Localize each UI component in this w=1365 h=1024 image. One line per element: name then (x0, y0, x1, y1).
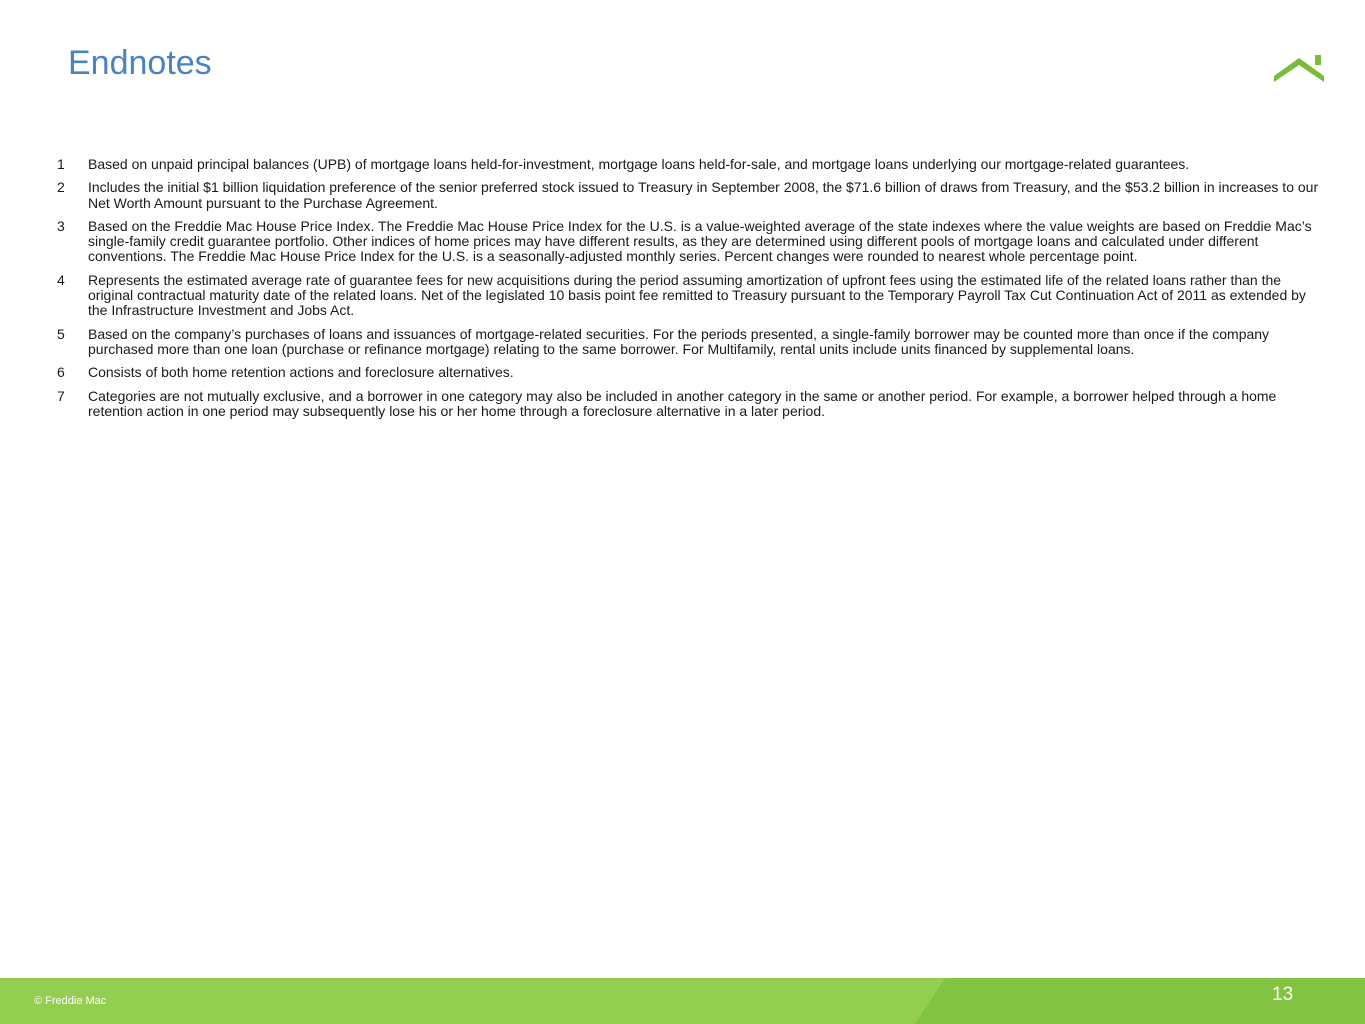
endnote-text: Based on the company’s purchases of loans and issuances of mortgage-related securities. For the periods presented, a single-family borrower may be counted more than once if the company purchased more than one loan (purchase or refinance mortgage) relating to the same borrower. For Multifamily, rental units include units financed by supplemental loans. (88, 325, 1270, 357)
endnote-number: 2 (57, 179, 65, 196)
endnote-number: 6 (57, 364, 65, 381)
footer-bar (0, 978, 1365, 1024)
endnote-text: Based on the Freddie Mac House Price Index. The Freddie Mac House Price Index for the U.S. is a value-weighted average of the state indexes where the value weights are based on Freddie Mac’s single-family credit guarantee portfolio. Other indices of home prices may have different results, as they are determined using different pools of mortgage loans and calculated under different conventions. The Freddie Mac House Price Index for the U.S. is a seasonally-adjusted monthly series. Percent changes were rounded to nearest whole percentage point. (88, 217, 1312, 265)
endnote-number: 4 (57, 271, 65, 288)
endnote-number: 1 (57, 156, 65, 172)
endnote-item (57, 389, 1327, 420)
endnote-text: Categories are not mutually exclusive, and a borrower in one category may also be included in another category in the same or another period. For example, a borrower helped through a home retention action in one period may subsequently lose his or her home through a foreclosure alternative in a later period. (88, 387, 1277, 419)
endnote-text: Represents the estimated average rate of guarantee fees for new acquisitions during the period assuming amortization of upfront fees using the estimated life of the related loans rather than the original contractual maturity date of the related loans. Net of the legislated 10 basis point fee remitted to Treasury pursuant to the Temporary Payroll Tax Cut Continuation Act of 2011 as extended by the Infrastructure Investment and Jobs Act. (88, 271, 1306, 319)
endnote-text: Includes the initial $1 billion liquidation preference of the senior preferred stock issued to Treasury in September 2008, the $71.6 billion of draws from Treasury, and the $53.2 billion in increases to our Net Worth Amount pursuant to the Purchase Agreement. (88, 179, 1319, 211)
endnote-item (57, 180, 1327, 211)
endnote-text: Consists of both home retention actions and foreclosure alternatives. (88, 364, 514, 381)
endnote-item (57, 273, 1327, 319)
endnote-number: 3 (57, 217, 65, 234)
endnote-number: 7 (57, 387, 65, 404)
page-number: 13 (1272, 984, 1294, 1005)
house-roof-icon (1272, 52, 1326, 84)
endnote-item (57, 365, 1327, 380)
footer-accent-band (0, 978, 1365, 1024)
endnote-number: 5 (57, 325, 65, 342)
page-title: Endnotes (68, 44, 212, 82)
endnote-item (57, 327, 1327, 358)
copyright-text: © Freddie Mac (34, 995, 107, 1007)
endnote-text: Based on unpaid principal balances (UPB) of mortgage loans held-for-investment, mortgage loans held-for-sale, and mortgage loans underlying our mortgage-related guarantees. (88, 156, 1190, 172)
endnotes-list (57, 157, 1327, 427)
endnote-item (57, 219, 1327, 265)
endnote-item (57, 157, 1327, 172)
